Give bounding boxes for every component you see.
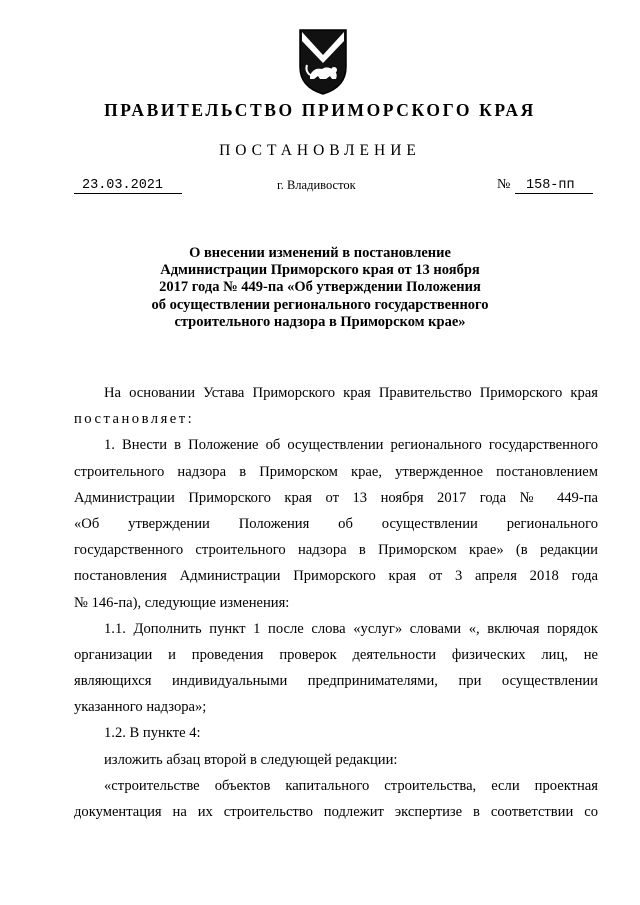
body-line: На основании Устава Приморского края Правительство Приморского края xyxy=(104,385,598,401)
body-line: «строительстве объектов капитального строительства, если проектная xyxy=(104,777,598,794)
title-line: 2017 года № 449-па «Об утверждении Положения xyxy=(159,279,481,296)
decree-date: 23.03.2021 xyxy=(74,178,182,194)
body-line: постановления Администрации Приморского края от 3 апреля 2018 года xyxy=(74,568,598,585)
body-line: Администрации Приморского края от 13 ноября 2017 года № 449-па xyxy=(74,489,598,506)
coat-of-arms-icon xyxy=(296,27,350,96)
body-line: государственного строительного надзора в Приморском крае» (в редакции xyxy=(74,542,598,559)
body-line: являющихся индивидуальными предпринимателями, при осуществлении xyxy=(74,673,598,690)
body-line: организации и проведения проверок деятельности физических лиц, не xyxy=(74,646,598,663)
body-line: 1.2. В пункте 4: xyxy=(104,725,201,742)
body-line: 1.1. Дополнить пункт 1 после слова «услуг» словами «, включая порядок xyxy=(104,620,598,637)
decree-title xyxy=(100,245,540,331)
title-line: О внесении изменений в постановление xyxy=(189,245,451,261)
decree-body xyxy=(74,380,598,825)
government-heading: ПРАВИТЕЛЬСТВО ПРИМОРСКОГО КРАЯ xyxy=(104,100,536,120)
decree-number: 158-пп xyxy=(515,178,593,194)
body-line: «Об утверждении Положения об осуществлении регионального xyxy=(74,515,598,532)
decree-city: г. Владивосток xyxy=(277,178,356,192)
body-line: указанного надзора»; xyxy=(74,699,207,716)
body-line: № 146-па), следующие изменения: xyxy=(74,594,290,611)
title-line: строительного надзора в Приморском крае» xyxy=(174,313,466,330)
decree-number-label: № xyxy=(497,177,511,192)
title-line: об осуществлении регионального государственного xyxy=(151,296,489,313)
body-line: 1. Внести в Положение об осуществлении регионального государственного xyxy=(104,437,598,454)
body-line: изложить абзац второй в следующей редакции: xyxy=(104,751,398,768)
body-line: документация на их строительство подлежит экспертизе в соответствии со xyxy=(74,804,598,820)
document-type-heading: ПОСТАНОВЛЕНИЕ xyxy=(219,142,421,159)
body-line: строительного надзора в Приморском крае, утвержденное постановлением xyxy=(74,463,598,480)
body-line: постановляет: xyxy=(74,411,195,428)
title-line: Администрации Приморского края от 13 ноября xyxy=(160,262,480,279)
